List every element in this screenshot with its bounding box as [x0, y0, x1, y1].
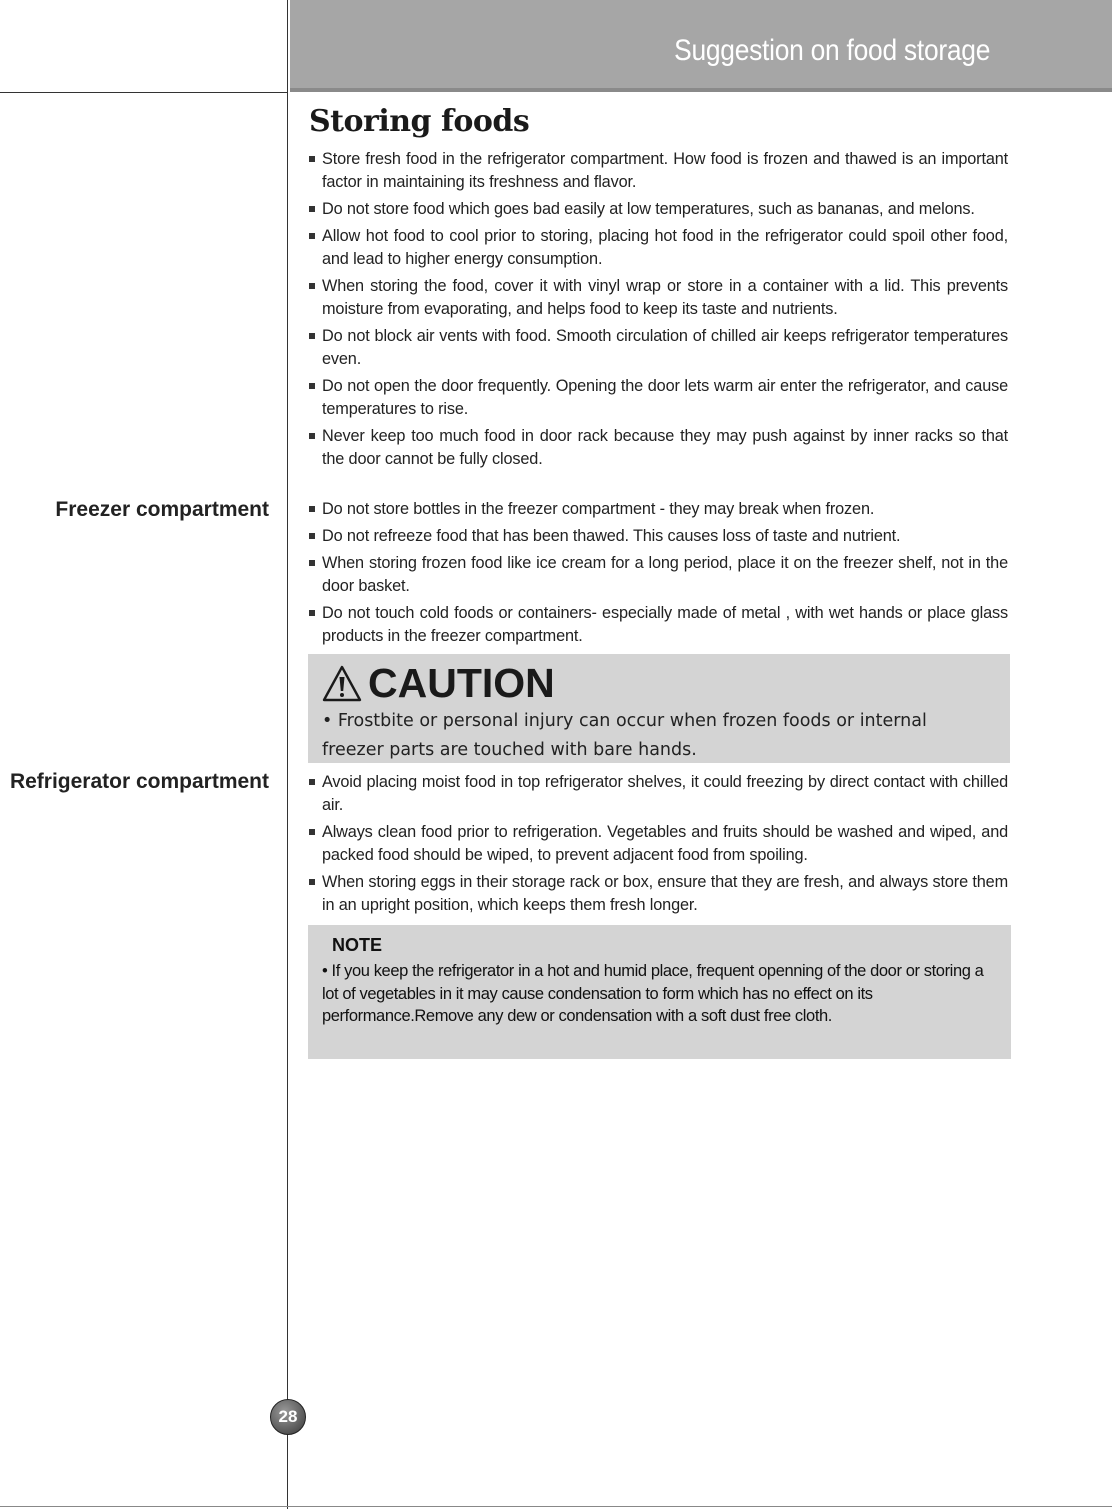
list-item: When storing frozen food like ice cream for a long period, place it on the freezer shelf, not in the door basket.: [308, 552, 1008, 598]
list-item: Do not store food which goes bad easily at low temperatures, such as bananas, and melons.: [308, 198, 1008, 221]
warning-icon: [322, 664, 362, 704]
bottom-rule: [0, 1506, 1112, 1507]
side-label-freezer: Freezer compartment: [55, 498, 269, 521]
bullet-icon: [309, 610, 315, 616]
bullet-icon: [309, 283, 315, 289]
list-item: Store fresh food in the refrigerator compartment. How food is frozen and thawed is an important factor in maintaining its freshness and flavor.: [308, 148, 1008, 194]
list-item: Do not open the door frequently. Opening the door lets warm air enter the refrigerator, and cause temperatures to rise.: [308, 375, 1008, 421]
bullet-icon: [309, 383, 315, 389]
bullet-icon: [309, 333, 315, 339]
bullet-icon: [309, 533, 315, 539]
list-item: Do not refreeze food that has been thawed. This causes loss of taste and nutrient.: [308, 525, 1008, 548]
bullet-icon: [309, 560, 315, 566]
bullet-icon: [309, 779, 315, 785]
bullet-icon: [309, 879, 315, 885]
list-item: Allow hot food to cool prior to storing, placing hot food in the refrigerator could spoil other food, and lead to higher energy consumption.: [308, 225, 1008, 271]
bullet-icon: [309, 506, 315, 512]
general-list: [308, 148, 1008, 475]
horizontal-divider: [0, 92, 288, 93]
side-label-refrigerator: Refrigerator compartment: [9, 770, 269, 793]
bullet-icon: [309, 156, 315, 162]
caution-title: CAUTION: [368, 660, 555, 706]
bullet-icon: [309, 433, 315, 439]
list-item: Avoid placing moist food in top refrigerator shelves, it could freezing by direct contact with chilled air.: [308, 771, 1008, 817]
note-title: NOTE: [332, 935, 383, 955]
list-item: Do not touch cold foods or containers- especially made of metal , with wet hands or place glass products in the freezer compartment.: [308, 602, 1008, 648]
freezer-list: [308, 498, 1008, 652]
header-shadow: [290, 88, 1112, 92]
list-item: Always clean food prior to refrigeration. Vegetables and fruits should be washed and wiped, and packed food should be wiped, to prevent adjacent food from spoiling.: [308, 821, 1008, 867]
list-item: Do not store bottles in the freezer compartment - they may break when frozen.: [308, 498, 1008, 521]
note-text: • If you keep the refrigerator in a hot and humid place, frequent openning of the door or storing a lot of vegetables in it may cause condensation to form which has no effect on its performance.Remove any dew or condensation with a soft dust free cloth.: [322, 962, 984, 1025]
bullet-icon: [309, 206, 315, 212]
bullet-icon: [309, 829, 315, 835]
note-box: [308, 925, 1011, 1059]
list-item: When storing the food, cover it with vinyl wrap or store in a container with a lid. This prevents moisture from evaporating, and helps food to keep its taste and nutrients.: [308, 275, 1008, 321]
header-title: Suggestion on food storage: [673, 34, 990, 67]
caution-box: [308, 654, 1010, 763]
list-item: Never keep too much food in door rack because they may push against by inner racks so that the door cannot be fully closed.: [308, 425, 1008, 471]
list-item: Do not block air vents with food. Smooth circulation of chilled air keeps refrigerator temperatures even.: [308, 325, 1008, 371]
caution-header: [322, 660, 555, 707]
caution-text: • Frostbite or personal injury can occur when frozen foods or internal freezer parts are touched with bare hands.: [322, 711, 927, 760]
vertical-divider: [287, 0, 288, 1509]
section-title: Storing foods: [309, 104, 530, 139]
page-number-badge: 28: [270, 1399, 306, 1435]
refrigerator-list: [308, 771, 1008, 921]
bullet-icon: [309, 233, 315, 239]
list-item: When storing eggs in their storage rack or box, ensure that they are fresh, and always store them in an upright position, which keeps them fresh longer.: [308, 871, 1008, 917]
